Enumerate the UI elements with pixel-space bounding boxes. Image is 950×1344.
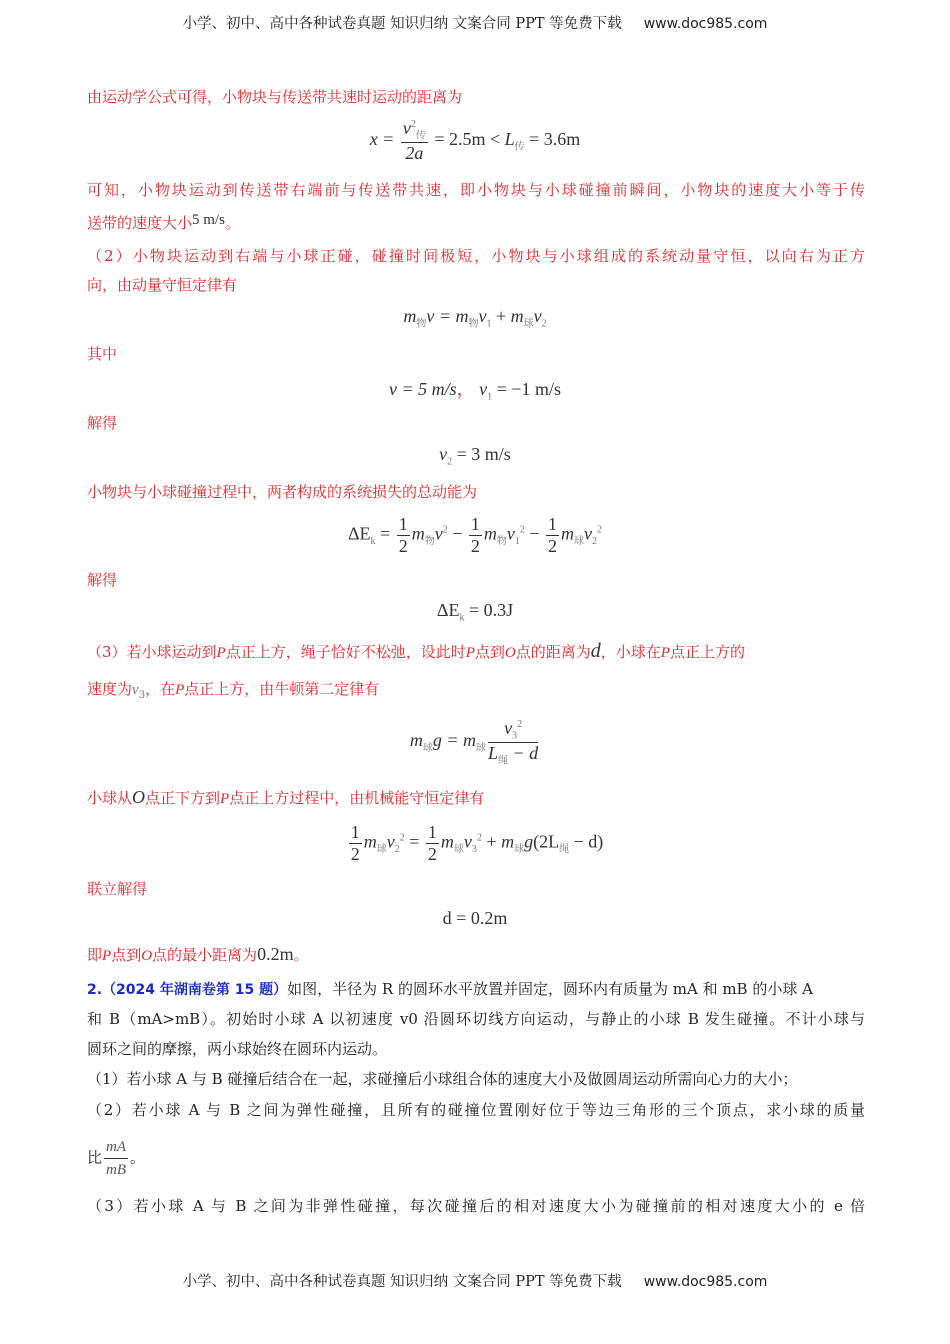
paragraph: 解得: [87, 571, 118, 589]
question-2-line: 圆环之间的摩擦，两小球始终在圆环内运动。: [87, 1040, 388, 1058]
page-header: [0, 12, 950, 33]
question-part-3: （3）若小球 A 与 B 之间为非弹性碰撞，每次碰撞后的相对速度大小为碰撞前的相对速度大小的 e 倍: [87, 1197, 865, 1215]
formula-newton: $m_球g = m_球$ $\frac{v_3^2}{L_绳 - d}$: [409, 718, 539, 767]
paragraph: 由运动学公式可得，小物块与传送带共速时运动的距离为: [87, 88, 463, 106]
paragraph: 即P点到O点的最小距离为0.2m。: [87, 944, 309, 964]
formula-energy-conservation: $\frac{1}{2}$ $m_球v_2^2$ = $\frac{1}{2}$ $m_球v_3^2 + m_球g(2L_绳 - d)$: [350, 822, 604, 864]
paragraph: 速度为$v_3$，在P点正上方，由牛顿第二定律有: [87, 680, 380, 701]
question-part-1: （1）若小球 A 与 B 碰撞后结合在一起，求碰撞后小球组合体的速度大小及做圆周运动所需向心力的大小；: [87, 1070, 798, 1088]
paragraph: 其中: [87, 345, 118, 363]
paragraph: （2）小物块运动到右端与小球正碰，碰撞时间极短，小物块与小球组成的系统动量守恒，以向右为正方: [87, 247, 865, 265]
footer-text: 小学、初中、高中各种试卷真题 知识归纳 文案合同 PPT 等免费下载: [182, 1274, 622, 1290]
formula-energy-loss: $\Delta E_k$ = $\frac{1}{2}$ $m_物v^2$ − $\frac{1}{2}$ $m_物v_1^2$ − $\frac{1}{2}$ $m_球v_2^2$: [347, 514, 603, 556]
formula-velocities: v = 5 m/s， $v_1 = -1$ m/s: [389, 379, 561, 403]
question-2-line: 2.（2024 年湖南卷第 15 题）如图，半径为 R 的圆环水平放置并固定，圆环内有质量为 mA 和 mB 的小球 A: [87, 980, 813, 998]
paragraph: 解得: [87, 414, 118, 432]
formula-energy-result: $\Delta E_k = 0.3J$: [436, 600, 514, 624]
footer-url[interactable]: www.doc985.com: [643, 1274, 768, 1290]
formula-distance: x = $\frac{v^2_传}{2a}$ = $2.5m < L_传 = 3.6m$: [369, 118, 581, 163]
formula-momentum: $m_物v = m_物v_1 + m_球v_2$: [403, 306, 547, 330]
question-part-2: （2）若小球 A 与 B 之间为弹性碰撞，且所有的碰撞位置刚好位于等边三角形的三个顶点，求小球的质量: [87, 1101, 865, 1119]
paragraph: （3）若小球运动到P点正上方，绳子恰好不松弛，设此时P点到O点的距离为d，小球在P点正上方的: [87, 640, 745, 662]
paragraph: 小物块与小球碰撞过程中，两者构成的系统损失的总动能为: [87, 483, 478, 501]
formula-v2: $v_2 = 3$ m/s: [439, 444, 511, 468]
header-url[interactable]: www.doc985.com: [643, 16, 768, 32]
header-text: 小学、初中、高中各种试卷真题 知识归纳 文案合同 PPT 等免费下载: [182, 16, 622, 32]
paragraph: 小球从O点正下方到P点正上方过程中，由机械能守恒定律有: [87, 787, 485, 807]
paragraph: 送带的速度大小5 m/s。: [87, 212, 240, 232]
question-2-line: 和 B（mA>mB）。初始时小球 A 以初速度 v0 沿圆环切线方向运动，与静止的小球 B 发生碰撞。不计小球与: [87, 1010, 865, 1028]
mass-ratio: 比 $\frac{mA}{mB}$ 。: [87, 1136, 865, 1181]
paragraph: 联立解得: [87, 880, 148, 898]
paragraph: 可知，小物块运动到传送带右端前与传送带共速，即小物块与小球碰撞前瞬间，小物块的速度大小等于传: [87, 181, 865, 199]
formula-d: d = 0.2m: [442, 908, 508, 928]
paragraph: 向，由动量守恒定律有: [87, 276, 238, 294]
page-footer: [0, 1270, 950, 1291]
question-label: 2.（2024 年湖南卷第 15 题）: [87, 982, 288, 998]
